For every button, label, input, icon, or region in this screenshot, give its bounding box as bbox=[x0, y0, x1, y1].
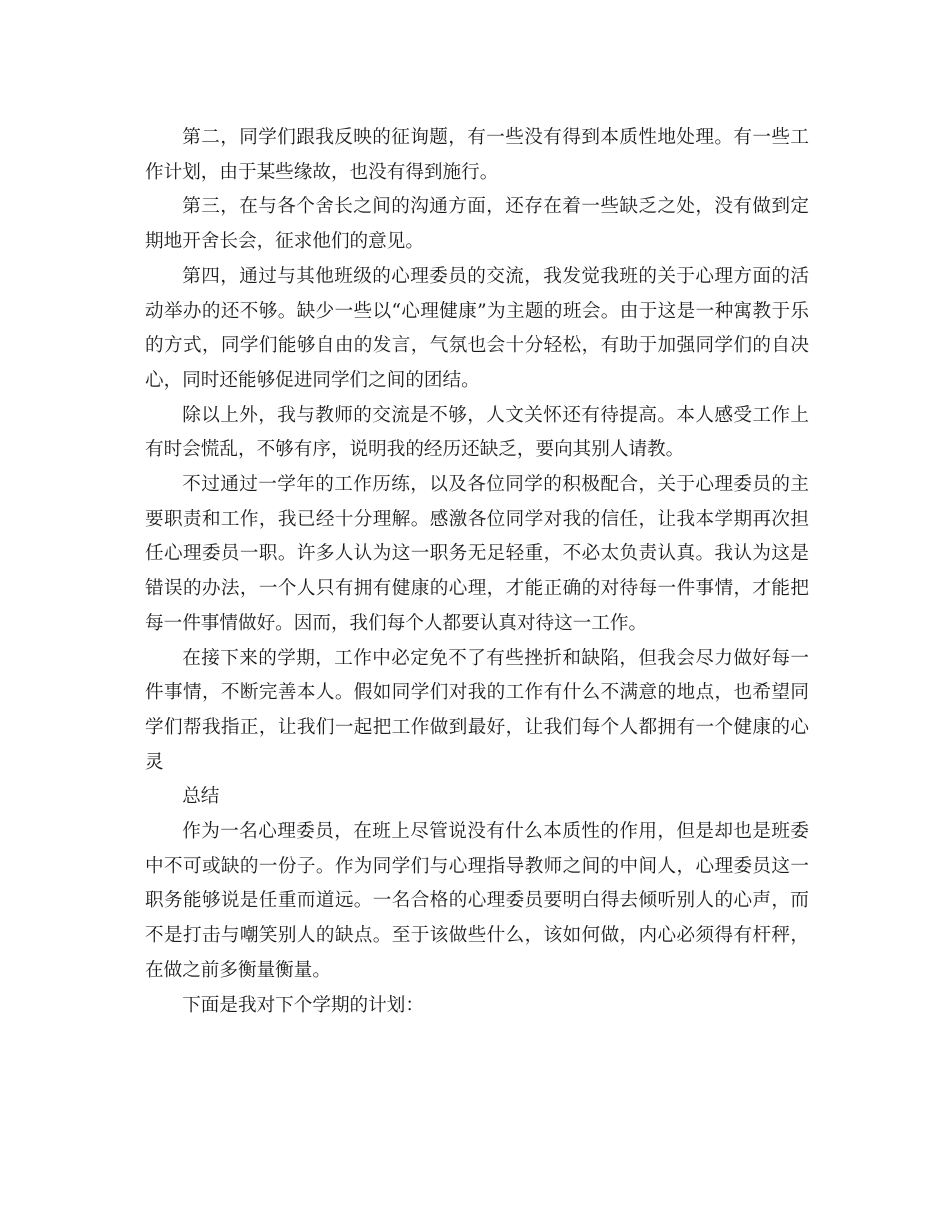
paragraph-fourth: 第四，通过与其他班级的心理委员的交流，我发觉我班的关于心理方面的活动举办的还不够。缺少一些以“心理健康”为主题的班会。由于这是一种寓教于乐的方式，同学们能够自由的发言，气氛也会十分轻松，有助于加强同学们的自决心，同时还能够促进同学们之间的团结。 bbox=[145, 265, 809, 391]
paragraph-besides: 除以上外，我与教师的交流是不够，人文关怀还有待提高。本人感受工作上有时会慌乱，不够有序，说明我的经历还缺乏，要向其别人请教。 bbox=[145, 404, 809, 461]
paragraph-summary: 作为一名心理委员，在班上尽管说没有什么本质性的作用，但是却也是班委中不可或缺的一份子。作为同学们与心理指导教师之间的中间人，心理委员这一职务能够说是任重而道远。一名合格的心理委员要明白得去倾听别人的心声，而不是打击与嘲笑别人的缺点。至于该做些什么，该如何做，内心必须得有杆秤，在做之前多衡量衡量。 bbox=[145, 821, 809, 981]
document-body bbox=[145, 121, 809, 1023]
section-heading-summary: 总结 bbox=[182, 786, 220, 808]
paragraph-however: 不过通过一学年的工作历练，以及各位同学的积极配合，关于心理委员的主要职责和工作，我已经十分理解。感激各位同学对我的信任，让我本学期再次担任心理委员一职。许多人认为这一职务无足轻重，不必太负责认真。我认为这是错误的办法，一个人只有拥有健康的心理，才能正确的对待每一件事情，才能把每一件事情做好。因而，我们每个人都要认真对待这一工作。 bbox=[145, 474, 809, 634]
paragraph-plan-intro: 下面是我对下个学期的计划： bbox=[182, 994, 424, 1016]
paragraph-next-term: 在接下来的学期，工作中必定免不了有些挫折和缺陷，但我会尽力做好每一件事情，不断完善本人。假如同学们对我的工作有什么不满意的地点，也希望同学们帮我指正，让我们一起把工作做到最好，让我们每个人都拥有一个健康的心灵 bbox=[145, 647, 809, 773]
paragraph-second: 第二，同学们跟我反映的征询题，有一些没有得到本质性地处理。有一些工作计划，由于某些缘故，也没有得到施行。 bbox=[145, 127, 809, 183]
paragraph-third: 第三，在与各个舍长之间的沟通方面，还存在着一些缺乏之处，没有做到定期地开舍长会，征求他们的意见。 bbox=[145, 196, 809, 253]
